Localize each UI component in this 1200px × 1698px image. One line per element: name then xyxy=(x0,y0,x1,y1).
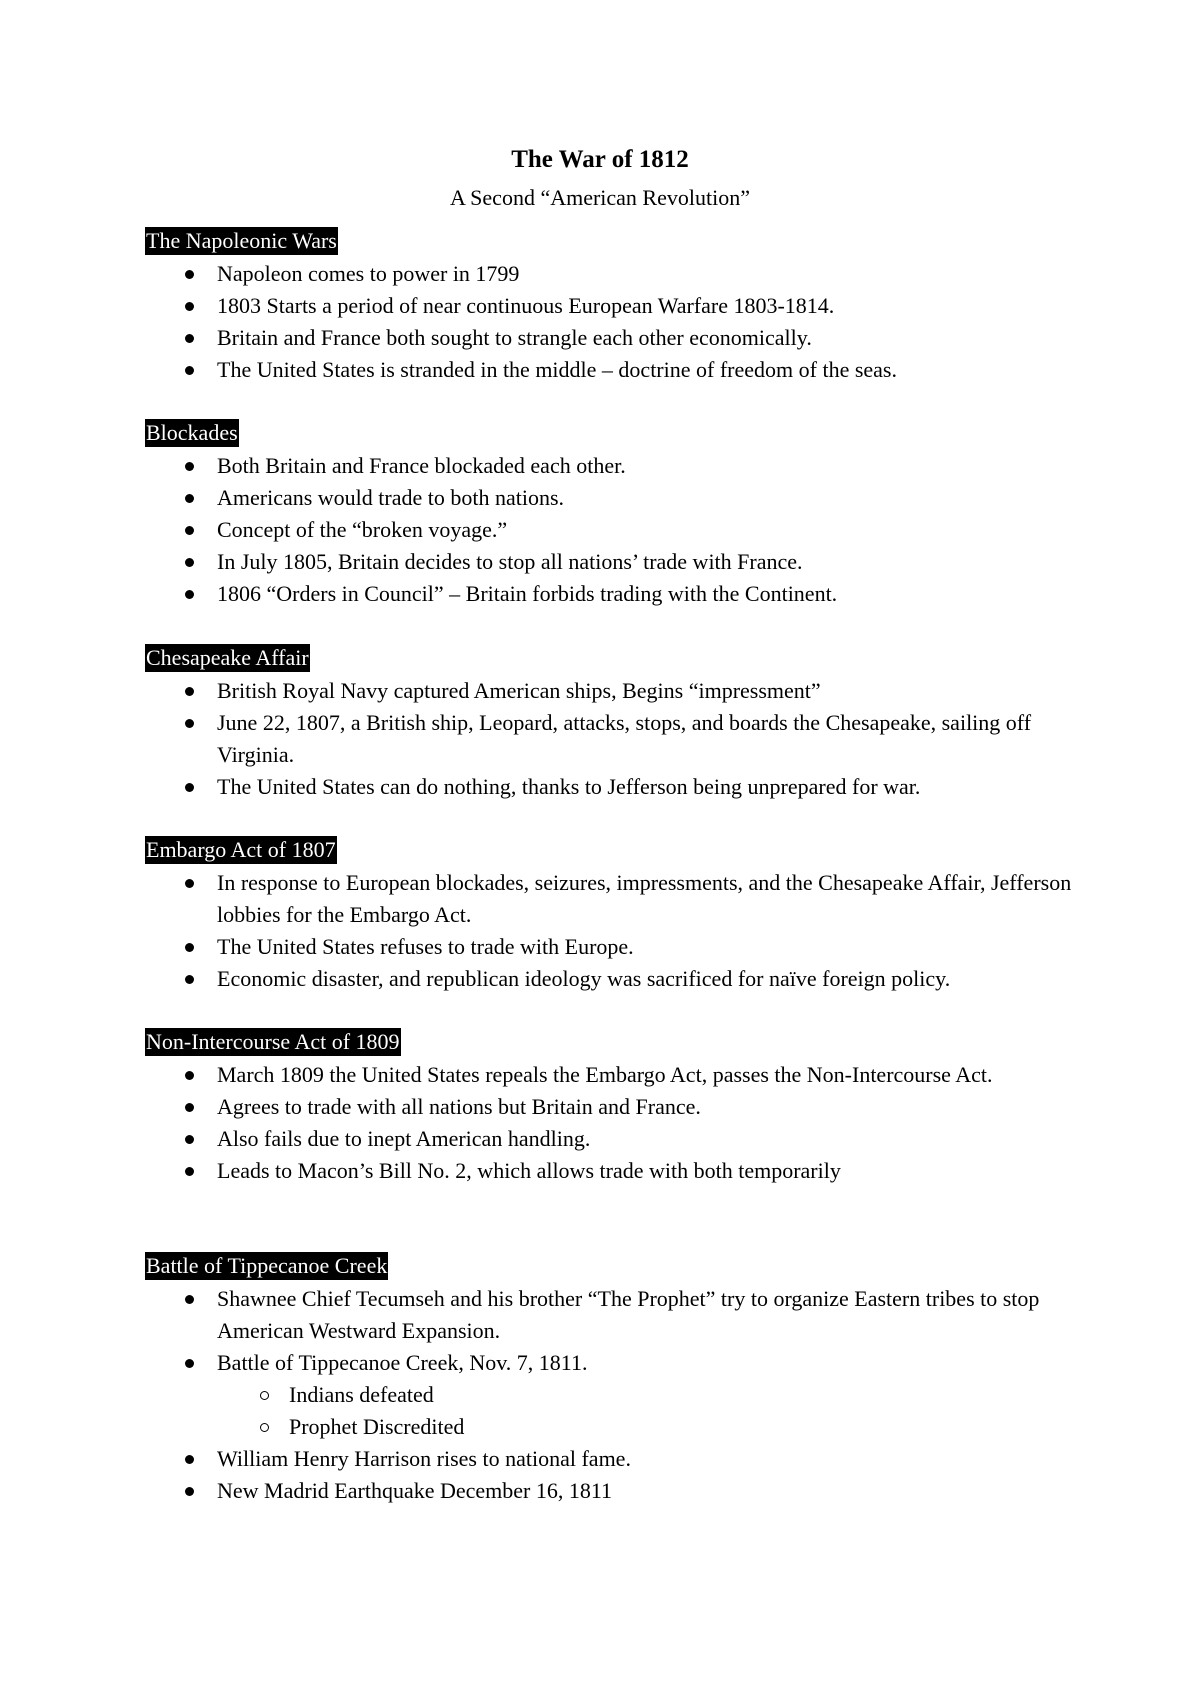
list-item xyxy=(145,1155,1085,1187)
bullet-icon xyxy=(185,687,194,696)
section-embargo-act xyxy=(145,836,1085,995)
bullet-icon xyxy=(185,526,194,535)
sub-list-item-text: Indians defeated xyxy=(289,1382,434,1407)
list-item xyxy=(145,1283,1085,1347)
list-item-text: Leads to Macon’s Bill No. 2, which allows trade with both temporarily xyxy=(217,1158,841,1183)
bullet-icon xyxy=(185,1487,194,1496)
bullet-icon xyxy=(185,719,194,728)
bullet-icon xyxy=(185,783,194,792)
list-item-text: William Henry Harrison rises to national fame. xyxy=(217,1446,631,1471)
bullet-list xyxy=(145,675,1085,803)
bullet-list xyxy=(145,867,1085,995)
bullet-icon xyxy=(185,270,194,279)
list-item-text: Both Britain and France blockaded each other. xyxy=(217,453,626,478)
bullet-icon xyxy=(185,558,194,567)
document-subtitle: A Second “American Revolution” xyxy=(450,185,750,210)
list-item xyxy=(145,450,1085,482)
list-item xyxy=(145,931,1085,963)
list-item-text: Americans would trade to both nations. xyxy=(217,485,565,510)
list-item xyxy=(145,771,1085,803)
sub-list-item xyxy=(217,1411,1085,1443)
bullet-icon xyxy=(185,462,194,471)
list-item-text: The United States refuses to trade with Europe. xyxy=(217,934,634,959)
section-battle-of-tippecanoe xyxy=(145,1252,1085,1507)
bullet-icon xyxy=(185,1359,194,1368)
bullet-icon xyxy=(185,1103,194,1112)
list-item-text: June 22, 1807, a British ship, Leopard, attacks, stops, and boards the Chesapeake, sailing off Virginia. xyxy=(217,710,1032,767)
section-heading: Battle of Tippecanoe Creek xyxy=(146,1253,388,1278)
list-item xyxy=(145,707,1085,771)
bullet-list xyxy=(145,1283,1085,1507)
list-item xyxy=(145,290,1085,322)
section-heading: The Napoleonic Wars xyxy=(146,228,337,253)
bullet-icon xyxy=(185,1455,194,1464)
section-heading: Chesapeake Affair xyxy=(146,645,309,670)
list-item xyxy=(145,675,1085,707)
section-blockades xyxy=(145,419,1085,610)
list-item xyxy=(145,354,1085,386)
list-item-text: Concept of the “broken voyage.” xyxy=(217,517,508,542)
bullet-list xyxy=(145,258,1085,386)
list-item xyxy=(145,867,1085,931)
hollow-bullet-icon xyxy=(260,1391,269,1400)
bullet-icon xyxy=(185,302,194,311)
list-item-text: 1803 Starts a period of near continuous European Warfare 1803-1814. xyxy=(217,293,835,318)
bullet-list xyxy=(145,450,1085,610)
document-title: The War of 1812 xyxy=(511,146,689,173)
list-item xyxy=(145,546,1085,578)
list-item xyxy=(145,258,1085,290)
bullet-icon xyxy=(185,975,194,984)
sub-list-item-text: Prophet Discredited xyxy=(289,1414,465,1439)
list-item xyxy=(145,963,1085,995)
list-item-text: Shawnee Chief Tecumseh and his brother “The Prophet” try to organize Eastern tribes to stop American Westward Expansion. xyxy=(217,1286,1040,1343)
section-heading: Non-Intercourse Act of 1809 xyxy=(146,1029,400,1054)
list-item xyxy=(145,1091,1085,1123)
hollow-bullet-icon xyxy=(260,1423,269,1432)
section-non-intercourse-act xyxy=(145,1028,1085,1187)
section-chesapeake-affair xyxy=(145,644,1085,803)
list-item-text: The United States can do nothing, thanks to Jefferson being unprepared for war. xyxy=(217,774,921,799)
list-item-text: Also fails due to inept American handling. xyxy=(217,1126,591,1151)
list-item-text: March 1809 the United States repeals the Embargo Act, passes the Non-Intercourse Act. xyxy=(217,1062,993,1087)
list-item-text: 1806 “Orders in Council” – Britain forbids trading with the Continent. xyxy=(217,581,838,606)
list-item-text: British Royal Navy captured American ships, Begins “impressment” xyxy=(217,678,821,703)
section-heading: Blockades xyxy=(146,420,238,445)
list-item-text: New Madrid Earthquake December 16, 1811 xyxy=(217,1478,613,1503)
bullet-icon xyxy=(185,1135,194,1144)
bullet-icon xyxy=(185,590,194,599)
list-item-text: Britain and France both sought to strangle each other economically. xyxy=(217,325,812,350)
sub-list-item xyxy=(217,1379,1085,1411)
bullet-icon xyxy=(185,1295,194,1304)
list-item xyxy=(145,322,1085,354)
list-item xyxy=(145,1347,1085,1443)
list-item-text: Napoleon comes to power in 1799 xyxy=(217,261,520,286)
section-napoleonic-wars xyxy=(145,227,1085,386)
list-item xyxy=(145,1475,1085,1507)
list-item-text: Battle of Tippecanoe Creek, Nov. 7, 1811. xyxy=(217,1350,588,1375)
list-item xyxy=(145,1059,1085,1091)
list-item xyxy=(145,1123,1085,1155)
list-item-text: The United States is stranded in the middle – doctrine of freedom of the seas. xyxy=(217,357,897,382)
bullet-icon xyxy=(185,1167,194,1176)
list-item-text: In July 1805, Britain decides to stop all nations’ trade with France. xyxy=(217,549,803,574)
list-item xyxy=(145,1443,1085,1475)
list-item xyxy=(145,578,1085,610)
bullet-icon xyxy=(185,1071,194,1080)
bullet-list xyxy=(145,1059,1085,1187)
bullet-icon xyxy=(185,494,194,503)
list-item xyxy=(145,482,1085,514)
bullet-icon xyxy=(185,366,194,375)
sub-bullet-list xyxy=(217,1379,1085,1443)
bullet-icon xyxy=(185,879,194,888)
bullet-icon xyxy=(185,943,194,952)
list-item-text: Agrees to trade with all nations but Britain and France. xyxy=(217,1094,701,1119)
list-item-text: Economic disaster, and republican ideology was sacrificed for naïve foreign policy. xyxy=(217,966,951,991)
list-item-text: In response to European blockades, seizures, impressments, and the Chesapeake Affair, Jefferson lobbies for the Embargo Act. xyxy=(217,870,1072,927)
list-item xyxy=(145,514,1085,546)
bullet-icon xyxy=(185,334,194,343)
section-heading: Embargo Act of 1807 xyxy=(146,837,336,862)
